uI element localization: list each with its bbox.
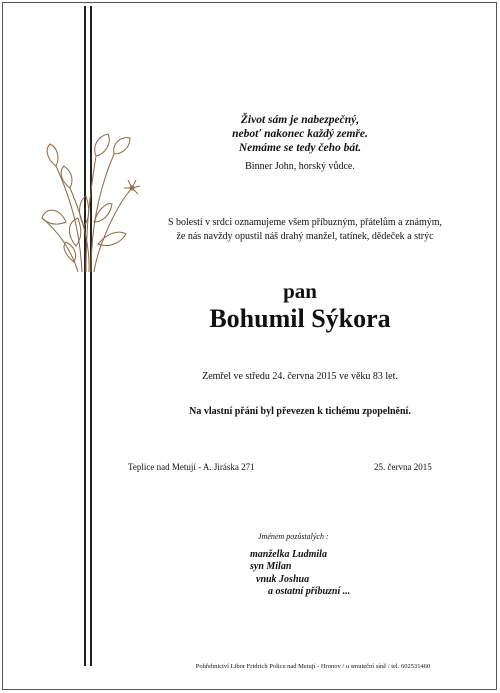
quote-author: Binner John, horský vůdce. bbox=[245, 161, 355, 172]
vertical-rule-right bbox=[90, 6, 92, 666]
place-address: Teplice nad Metují - A. Jiráska 271 bbox=[128, 462, 255, 472]
notice-date: 25. června 2015 bbox=[374, 462, 432, 472]
mourner-item: a ostatní příbuzní ... bbox=[268, 586, 351, 597]
vertical-rule-left bbox=[84, 6, 86, 666]
death-notice: Zemřel ve středu 24. června 2015 ve věku 83 let. bbox=[202, 371, 398, 382]
quote-line: Život sám je nabezpečný, bbox=[240, 114, 360, 126]
mourner-item: vnuk Joshua bbox=[256, 574, 310, 585]
mourner-item: syn Milan bbox=[250, 561, 292, 572]
deceased-name: Bohumil Sýkora bbox=[209, 304, 391, 333]
announcement-text bbox=[150, 216, 460, 244]
announcement-line: S bolestí v srdci oznamujeme všem příbuzným, přátelům a známým, bbox=[167, 217, 443, 228]
funeral-service-footer: Pohřebnictví Libor Fridrich Police nad Metují - Hronov / u smuteční síně / tel. 602531460 bbox=[195, 663, 431, 670]
cremation-wish: Na vlastní přání byl převezen k tichému zpopelnění. bbox=[189, 406, 411, 417]
calla-lily-bouquet-icon bbox=[36, 126, 142, 272]
mourner-item: manželka Ludmila bbox=[250, 549, 327, 560]
announcement-line: že nás navždy opustil náš drahý manžel, tatínek, dědeček a strýc bbox=[176, 231, 434, 242]
quote-block bbox=[200, 113, 400, 155]
quote-line: neboť nakonec každý zemře. bbox=[232, 128, 368, 140]
mourners-label: Jménem pozůstalých : bbox=[258, 532, 329, 541]
honorific: pan bbox=[283, 279, 317, 303]
page-frame bbox=[2, 2, 497, 690]
quote-line: Nemáme se tedy čeho bát. bbox=[238, 142, 362, 154]
